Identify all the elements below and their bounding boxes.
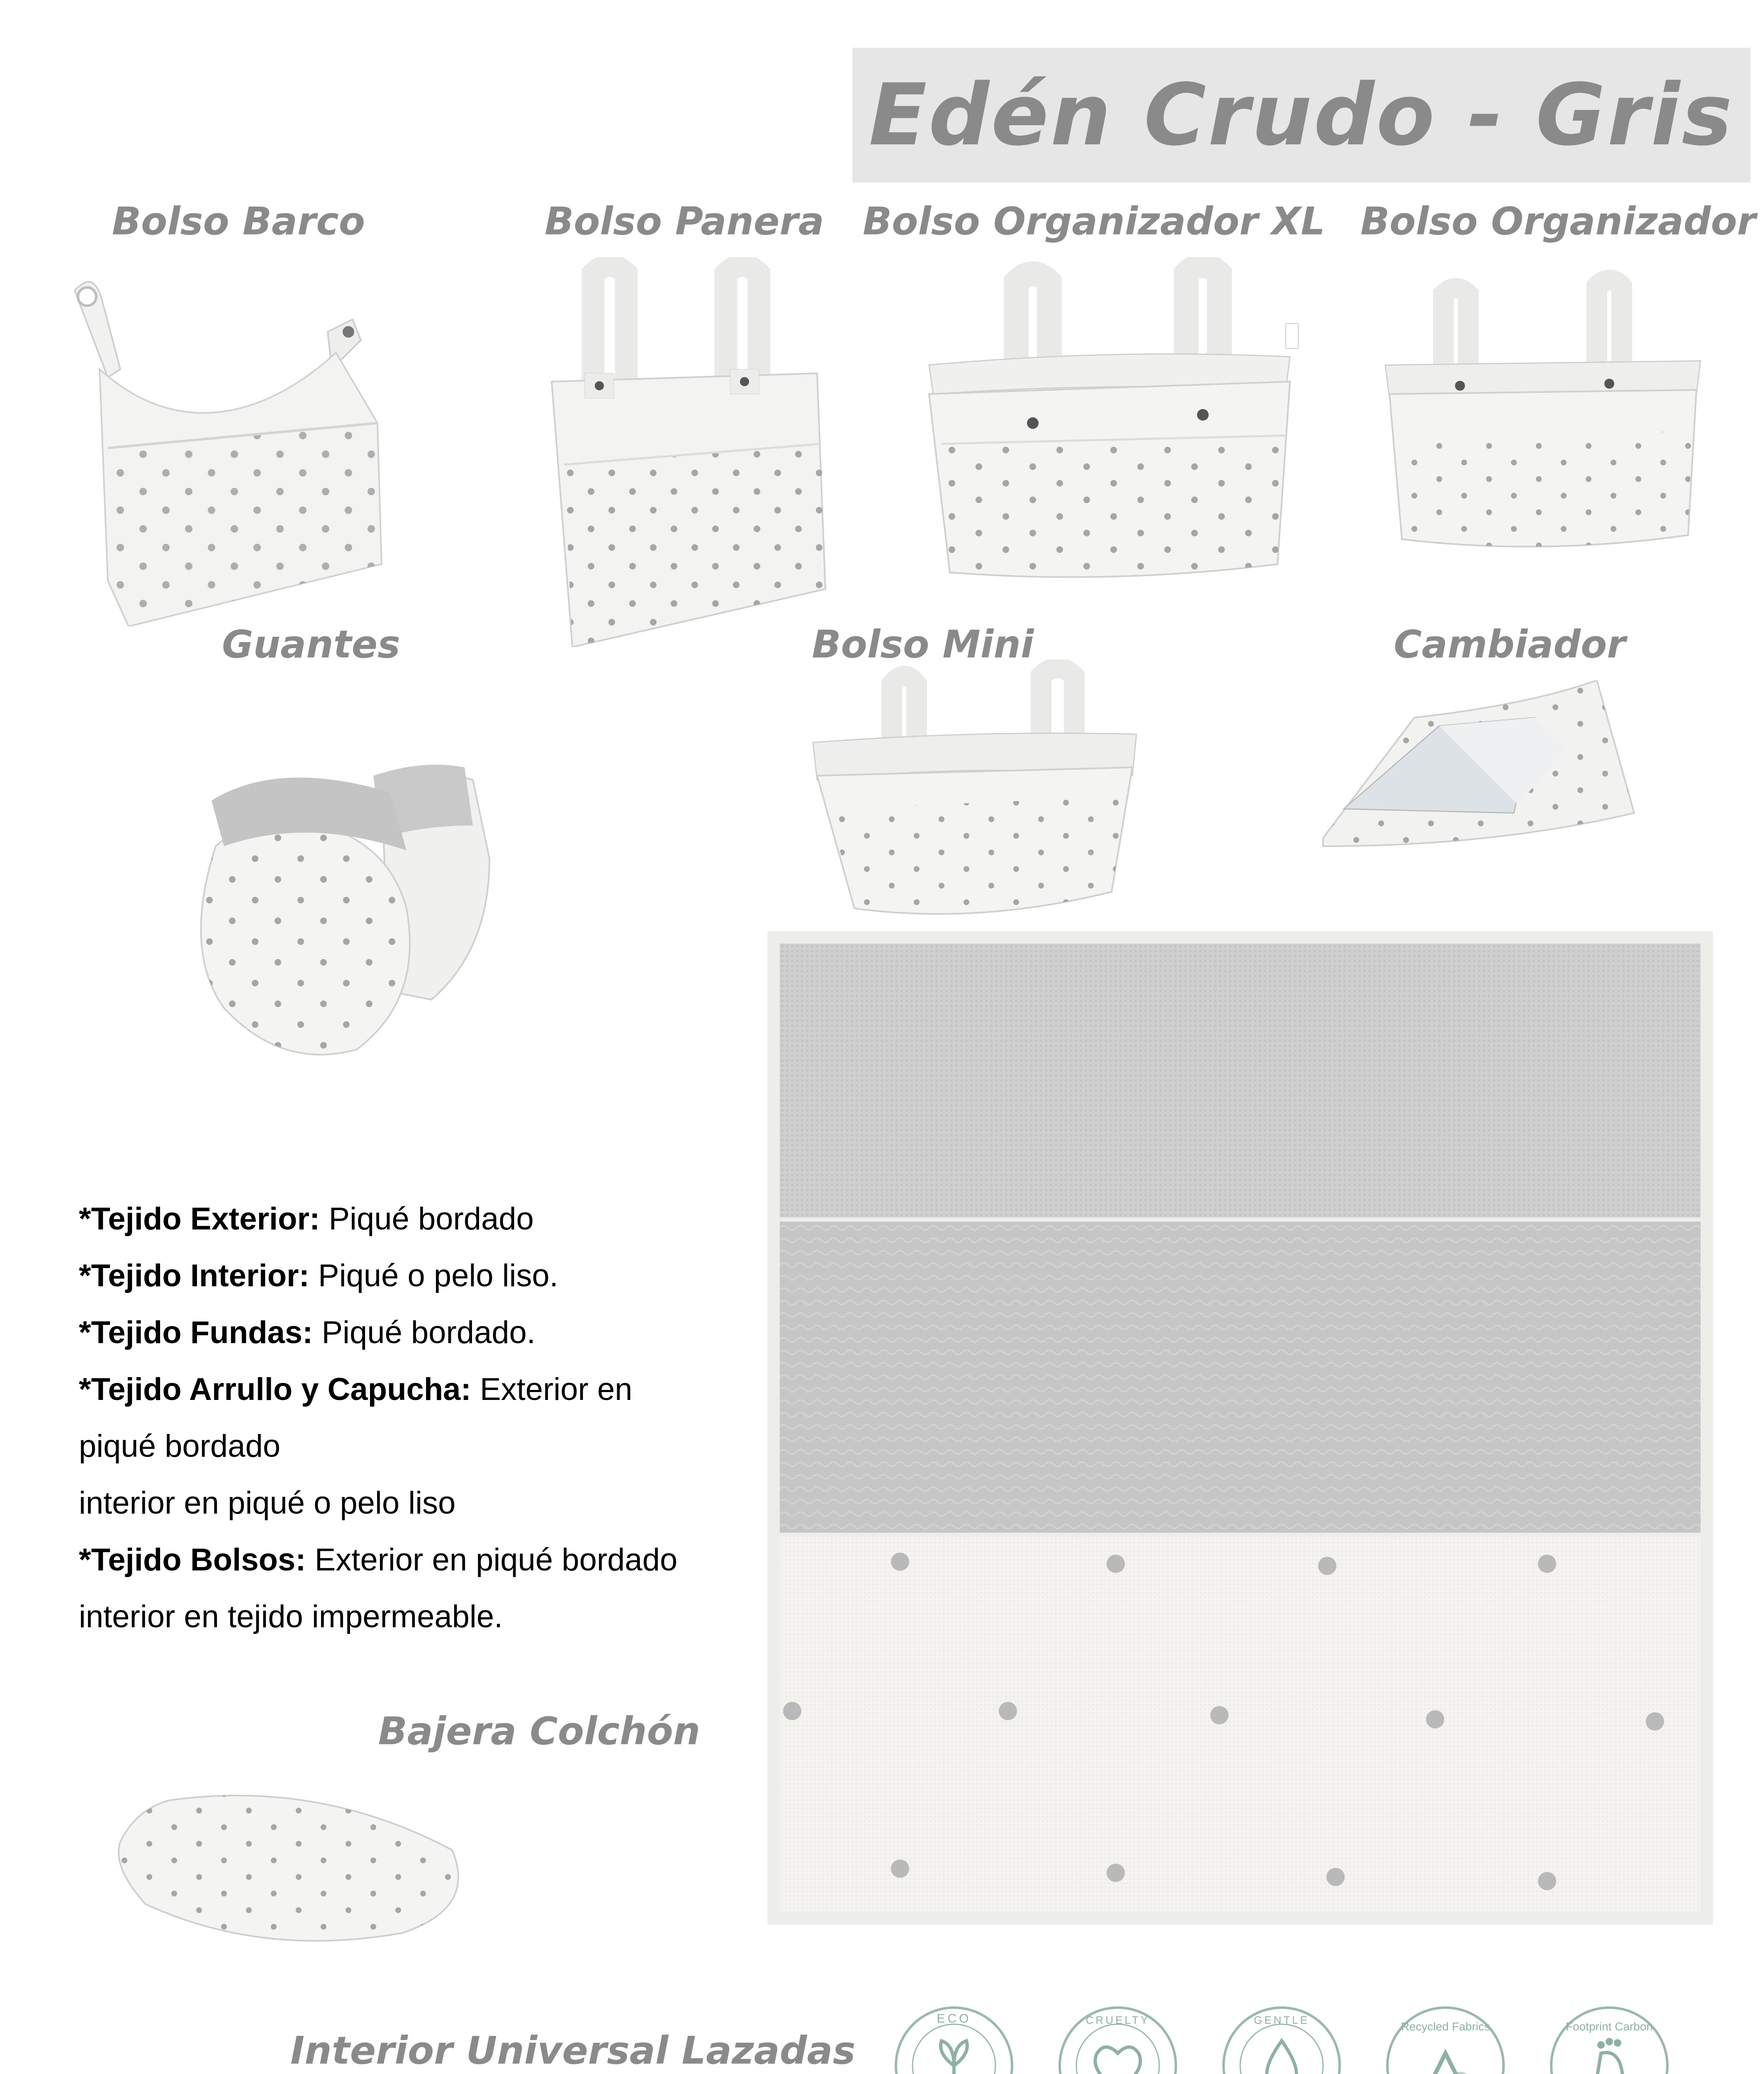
bolso-organizador-xl-image [912,257,1311,597]
badge-text: Recycled Fabrics [1401,2020,1490,2033]
label-bolso-organizador-xl: Bolso Organizador XL [863,199,1326,243]
label-guantes: Guantes [222,622,400,667]
badge-text: CRUELTY [1085,2014,1150,2026]
label-interior-universal: Interior Universal Lazadas [290,2028,856,2073]
swatch-gray-plush [780,1222,1701,1533]
label-bolso-organizador: Bolso Organizador [1360,199,1756,243]
spec-line: *Tejido Bolsos: Exterior en piqué bordado [79,1542,678,1577]
label-bolso-mini: Bolso Mini [812,622,1034,667]
spec-line: *Tejido Fundas: Piqué bordado. [79,1315,535,1350]
spec-line: interior en piqué o pelo liso [79,1485,456,1521]
cambiador-image [1319,680,1642,854]
label-bolso-barco: Bolso Barco [112,199,365,243]
label-bajera-colchon: Bajera Colchón [378,1709,701,1753]
badge-text: ECO [937,2012,971,2025]
spec-line: piqué bordado [79,1429,280,1464]
fabric-specs [79,1190,763,1645]
spec-line: interior en tejido impermeable. [79,1599,503,1634]
recycled-fabrics-icon [1383,2003,1508,2074]
badge-text: GENTLE [1253,2014,1310,2026]
bolso-panera-image [539,257,830,647]
bolso-mini-image [805,660,1153,925]
bolso-organizador-image [1377,270,1709,560]
badge-text: Footprint Carbon [1565,2020,1653,2033]
spec-line: *Tejido Interior: Piqué o pelo liso. [79,1258,558,1293]
swatch-gray-pique [780,944,1701,1217]
footprint-carbon-icon [1547,2003,1672,2074]
spec-line: *Tejido Arrullo y Capucha: Exterior en [79,1372,633,1407]
label-cambiador: Cambiador [1394,622,1626,667]
spec-line: *Tejido Exterior: Piqué bordado [79,1201,534,1237]
swatch-cream-dotted [780,1537,1701,1912]
guantes-image [174,742,523,1058]
page-title: Edén Crudo - Gris [869,66,1734,165]
label-bolso-panera: Bolso Panera [545,199,824,243]
bolso-barco-image [62,274,390,626]
bajera-colchon-image [112,1784,485,1950]
